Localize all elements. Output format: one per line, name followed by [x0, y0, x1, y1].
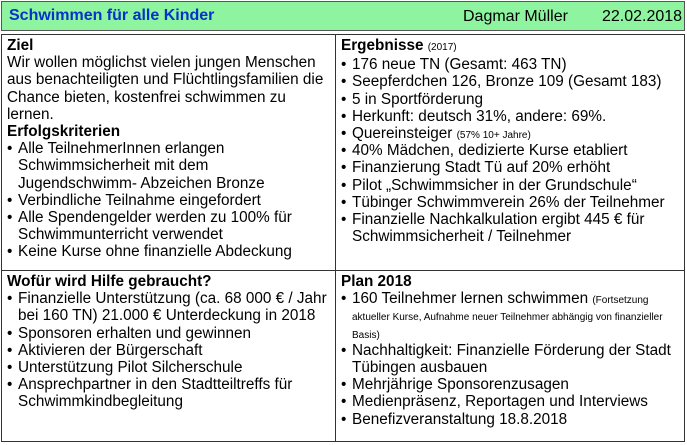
list-item: • Sponsoren erhalten und gewinnen: [7, 325, 331, 342]
list-item-text: Herkunft: deutsch 31%, andere: 69%.: [352, 107, 607, 125]
hilfe-list: [7, 290, 331, 410]
list-item-text: Pilot „Schwimmsicher in der Grundschule“: [352, 176, 637, 194]
list-item: • Keine Kurse ohne finanzielle Abdeckung: [7, 243, 331, 260]
list-item: [341, 159, 680, 176]
plan-list: [341, 290, 680, 428]
hilfe-section: [2, 270, 335, 441]
list-item: [341, 342, 680, 376]
list-item: [341, 393, 680, 410]
list-item: [341, 142, 680, 159]
ziel-section: [2, 35, 335, 270]
list-item: • Finanzielle Unterstützung (ca. 68 000 € / Jahr bei 160 TN) 21.000 € Unterdeckung in 2018: [7, 290, 331, 324]
list-item: • Alle TeilnehmerInnen erlangen Schwimmsicherheit mit dem Jugendschwimm- Abzeichen Bronze: [7, 140, 331, 192]
list-item-text: 176 neue TN (Gesamt: 463 TN): [352, 56, 567, 74]
list-item-text: 5 in Sportförderung: [352, 90, 483, 108]
list-item-note: (Fortsetzung aktueller Kurse, Aufnahme neuer Teilnehmer abhängig von finanzieller Basis): [352, 295, 663, 341]
header-bar: [1, 1, 685, 31]
ergebnisse-heading: [341, 37, 680, 56]
ergebnisse-list: [341, 56, 680, 245]
list-item-text: Finanzierung Stadt Tü auf 20% erhöht: [352, 159, 611, 177]
list-item-text: Quereinsteiger: [352, 125, 453, 143]
hilfe-heading: Wofür wird Hilfe gebraucht?: [7, 273, 212, 290]
date-label: 22.02.2018: [602, 8, 683, 25]
erfolgskriterien-list: [7, 140, 331, 260]
list-item: [341, 290, 680, 342]
list-item-text: Finanzielle Nachkalkulation ergibt 445 € für Schwimmsicherheit / Teilnehmer: [352, 211, 645, 246]
list-item: [341, 177, 680, 194]
list-item: • Verbindliche Teilnahme eingefordert: [7, 192, 331, 209]
list-item: [341, 211, 680, 245]
list-item-text: Nachhaltigkeit: Finanzielle Förderung der Stadt Tübingen ausbauen: [352, 341, 671, 377]
list-item: • Unterstützung Pilot Silcherschule: [7, 359, 331, 376]
list-item-note: (57% 10+ Jahre): [456, 130, 531, 142]
list-item: [341, 73, 680, 90]
list-item: • Aktivieren der Bürgerschaft: [7, 342, 331, 359]
list-item-text: Benefizveranstaltung 18.8.2018: [352, 410, 568, 428]
ergebnisse-heading-text: Ergebnisse: [341, 37, 424, 54]
list-item: [341, 125, 680, 142]
ergebnisse-year-note: (2017): [427, 42, 457, 53]
list-item: [341, 91, 680, 108]
ergebnisse-section: [335, 35, 684, 270]
list-item-text: 160 Teilnehmer lernen schwimmen: [352, 290, 589, 308]
list-item-text: Tübinger Schwimmverein 26% der Teilnehmer: [352, 193, 665, 211]
ziel-text: Wir wollen möglichst vielen jungen Menschen aus benachteiligten und Flüchtlingsfamilien die Chance bieten, kostenfrei schwimmen zu lernen.: [7, 54, 324, 123]
list-item: [341, 108, 680, 125]
list-item-text: Mehrjährige Sponsorenzusagen: [352, 376, 569, 394]
list-item: • Alle Spendengelder werden zu 100% für Schwimmunterricht verwendet: [7, 209, 331, 243]
erfolgskriterien-heading: Erfolgskriterien: [7, 123, 121, 141]
list-item: [341, 56, 680, 73]
page-title: Schwimmen für alle Kinder: [9, 7, 215, 24]
list-item-text: Medienpräsenz, Reportagen und Interviews: [352, 393, 648, 411]
plan-heading: Plan 2018: [341, 273, 412, 290]
author-name: Dagmar Müller: [463, 8, 568, 25]
content-grid: [1, 34, 685, 442]
list-item: [341, 376, 680, 393]
list-item: [341, 194, 680, 211]
list-item-text: 40% Mädchen, dedizierte Kurse etabliert: [352, 142, 628, 160]
plan-section: [335, 270, 684, 441]
ziel-heading: Ziel: [7, 37, 34, 54]
list-item: [341, 411, 680, 428]
list-item: • Ansprechpartner in den Stadtteiltreffs für Schwimmkindbegleitung: [7, 376, 331, 410]
list-item-text: Seepferdchen 126, Bronze 109 (Gesamt 183): [352, 73, 662, 91]
